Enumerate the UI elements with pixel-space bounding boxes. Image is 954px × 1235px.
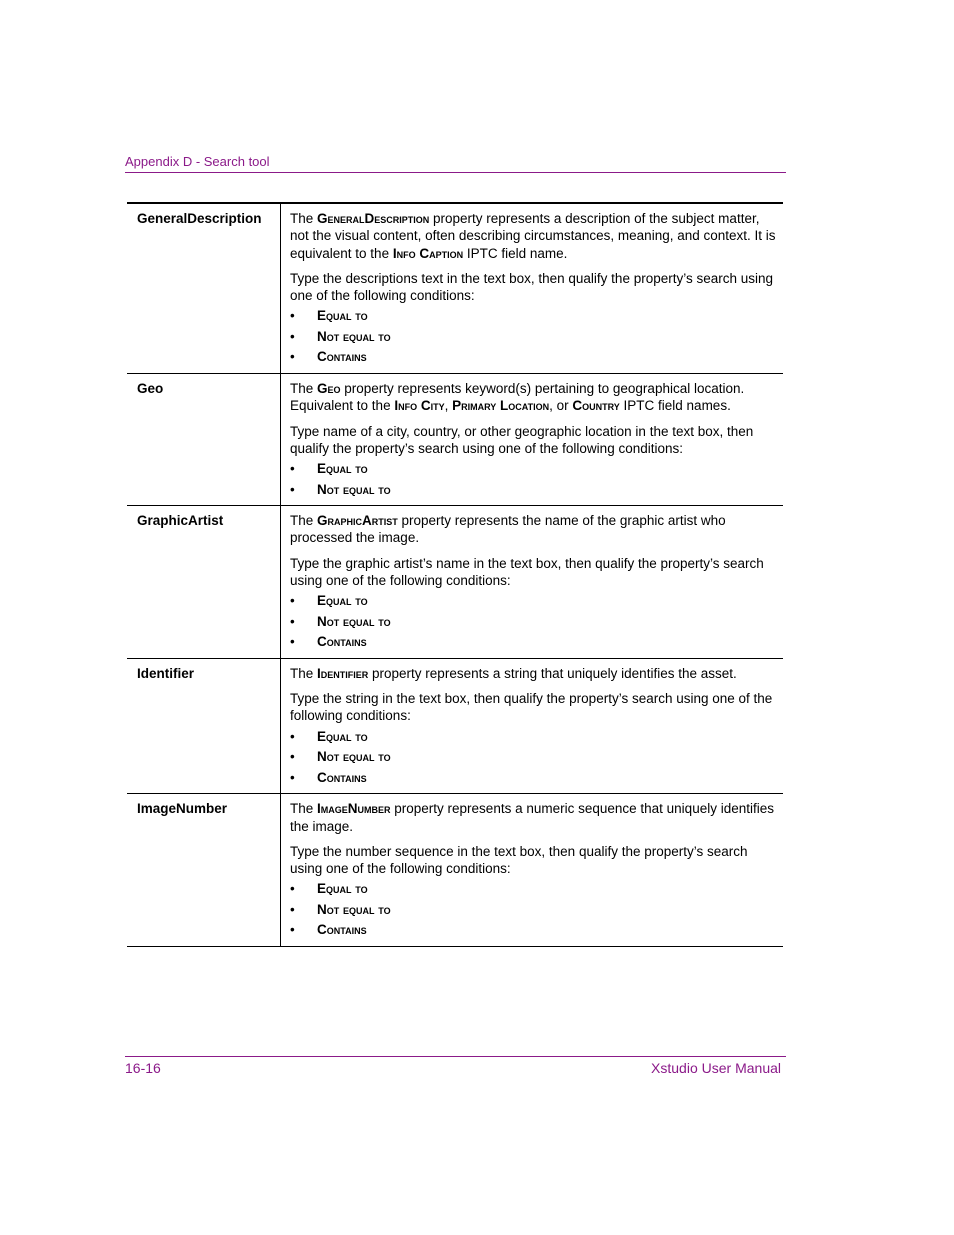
- description-paragraph: The GraphicArtist property represents the name of the graphic artist who processed the image.: [290, 513, 726, 546]
- description-paragraph: The ImageNumber property represents a numeric sequence that uniquely identifies the image.: [290, 801, 774, 834]
- manual-title: Xstudio User Manual: [651, 1060, 781, 1076]
- condition-item: • Contains: [290, 922, 367, 938]
- property-name: GraphicArtist: [127, 506, 281, 658]
- condition-item: • Contains: [290, 634, 367, 650]
- table-row: [127, 659, 783, 794]
- condition-item: • Equal to: [290, 728, 368, 744]
- table-row: [127, 204, 783, 374]
- property-description-cell: [281, 794, 783, 946]
- condition-item: • Equal to: [290, 308, 368, 324]
- header-rule: [125, 172, 786, 173]
- footer-rule: [125, 1056, 786, 1057]
- condition-list: [290, 727, 779, 789]
- condition-item: • Contains: [290, 769, 367, 785]
- property-table: [127, 202, 783, 947]
- description-paragraph: The GeneralDescription property represents a description of the subject matter, not the visual content, often describing circumstances, meaning, and context. It is equivalent to the Info Caption IPTC field name.: [290, 211, 776, 261]
- description-paragraph: The Identifier property represents a string that uniquely identifies the asset.: [290, 665, 737, 681]
- condition-item: • Equal to: [290, 881, 368, 897]
- property-name: GeneralDescription: [127, 204, 281, 373]
- condition-list: [290, 879, 779, 941]
- property-description-cell: [281, 374, 783, 505]
- page-number: 16-16: [125, 1060, 161, 1076]
- property-name: Geo: [127, 374, 281, 505]
- property-description-cell: [281, 506, 783, 658]
- description-paragraph: The Geo property represents keyword(s) pertaining to geographical location. Equivalent to the Info City, Primary Location, or Country IPTC field names.: [290, 380, 745, 414]
- property-description-cell: [281, 204, 783, 373]
- condition-item: • Not equal to: [290, 481, 391, 497]
- instruction-paragraph: Type the string in the text box, then qualify the property’s search using one of the following conditions:: [290, 691, 773, 724]
- condition-item: • Not equal to: [290, 328, 391, 344]
- table-row: [127, 794, 783, 947]
- condition-item: • Not equal to: [290, 613, 391, 629]
- condition-list: [290, 306, 779, 368]
- property-description-cell: [281, 659, 783, 793]
- instruction-paragraph: Type the number sequence in the text box, then qualify the property’s search using one of the following conditions:: [290, 843, 748, 877]
- condition-item: • Equal to: [290, 593, 368, 609]
- condition-item: • Equal to: [290, 461, 368, 477]
- instruction-paragraph: Type the descriptions text in the text box, then qualify the property’s search using one of the following conditions:: [290, 270, 774, 304]
- property-name: Identifier: [127, 659, 281, 793]
- instruction-paragraph: Type the graphic artist’s name in the text box, then qualify the property’s search using one of the following conditions:: [290, 555, 764, 589]
- table-row: [127, 374, 783, 506]
- condition-item: • Not equal to: [290, 749, 391, 765]
- table-row: [127, 506, 783, 659]
- condition-item: • Contains: [290, 349, 367, 365]
- condition-list: [290, 591, 779, 653]
- instruction-paragraph: Type name of a city, country, or other geographic location in the text box, then qualify the property’s search using one of the following conditions:: [290, 423, 754, 456]
- running-header: Appendix D - Search tool: [125, 154, 270, 169]
- property-name: ImageNumber: [127, 794, 281, 946]
- condition-item: • Not equal to: [290, 901, 391, 917]
- condition-list: [290, 459, 779, 500]
